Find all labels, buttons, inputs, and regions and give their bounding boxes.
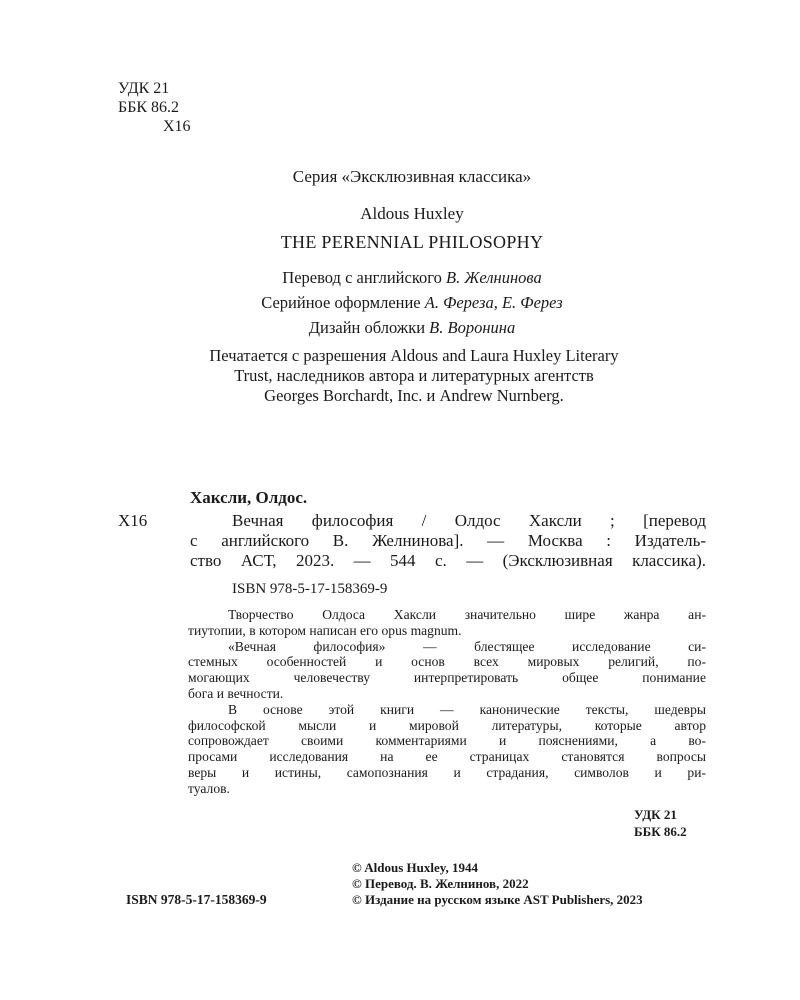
series-design-label: Серийное оформление <box>261 293 421 312</box>
bbk-code: ББК 86.2 <box>118 99 180 116</box>
annotation-line: веры и истины, самопознания и страдания, символов и ри- <box>188 764 706 780</box>
bottom-udk-code: УДК 21 <box>634 807 677 822</box>
bottom-isbn: ISBN 978-5-17-158369-9 <box>126 892 267 907</box>
annotation-line: просами исследования на ее страницах становятся вопросы <box>188 749 706 765</box>
cover-design-credit <box>12 318 800 338</box>
series-line: Серия «Эксклюзивная классика» <box>292 167 532 186</box>
series-design-name: А. Фереза, Е. Ферез <box>424 293 563 312</box>
annotation-line: «Вечная философия» — блестящее исследование си- <box>228 638 706 654</box>
annotation <box>188 607 706 797</box>
copyright-line: © Aldous Huxley, 1944 <box>352 860 479 875</box>
annotation-line: В основе этой книги — канонические тексты, шедевры <box>228 701 706 717</box>
permission-line: Trust, наследников автора и литературных агентств <box>234 366 594 385</box>
bib-author-heading: Хаксли, Олдос. <box>190 488 308 507</box>
translator-credit <box>12 268 800 288</box>
copyright-line: © Перевод. В. Желнинов, 2022 <box>352 876 529 891</box>
original-title: THE PERENNIAL PHILOSOPHY <box>280 232 544 252</box>
annotation-line: философской мысли и мировой литературы, которые автор <box>188 717 706 733</box>
cover-design-label: Дизайн обложки <box>308 318 426 337</box>
author-sign: Х16 <box>163 118 191 135</box>
translator-name: В. Желнинова <box>445 268 542 287</box>
annotation-line: туалов. <box>188 780 230 796</box>
bib-line: ство АСТ, 2023. — 544 с. — (Эксклюзивная классика). <box>190 551 706 570</box>
bib-code: Х16 <box>118 511 148 530</box>
copyright-line: © Издание на русском языке AST Publishers, 2023 <box>352 892 643 907</box>
bib-line: с английского В. Желнинова]. — Москва : Издатель- <box>190 531 706 550</box>
annotation-line: могающих человечеству интерпретировать общее понимание <box>188 670 706 686</box>
annotation-line: тиутопии, в котором написан его opus magnum. <box>188 622 462 638</box>
bib-line: Вечная философия / Олдос Хаксли ; [перевод <box>232 511 706 530</box>
translator-label: Перевод с английского <box>282 268 442 287</box>
copyright-block <box>352 860 643 908</box>
udk-code: УДК 21 <box>118 80 170 97</box>
permission-line: Georges Borchardt, Inc. и Andrew Nurnberg. <box>264 386 564 405</box>
annotation-line: сопровождает своими комментариями и пояснениями, а во- <box>188 733 706 749</box>
series-design-credit <box>12 293 800 313</box>
annotation-line: стемных особенностей и основ всех мировых религий, по- <box>188 654 706 670</box>
bib-isbn: ISBN 978-5-17-158369-9 <box>232 581 388 597</box>
permission-notice <box>120 346 708 406</box>
bottom-bbk-code: ББК 86.2 <box>634 824 687 839</box>
cover-design-name: В. Воронина <box>429 318 516 337</box>
annotation-line: Творчество Олдоса Хаксли значительно шире жанра ан- <box>228 607 706 622</box>
original-author: Aldous Huxley <box>360 204 464 223</box>
permission-line: Печатается с разрешения Aldous and Laura Huxley Literary <box>209 346 619 365</box>
annotation-line: бога и вечности. <box>188 685 284 701</box>
